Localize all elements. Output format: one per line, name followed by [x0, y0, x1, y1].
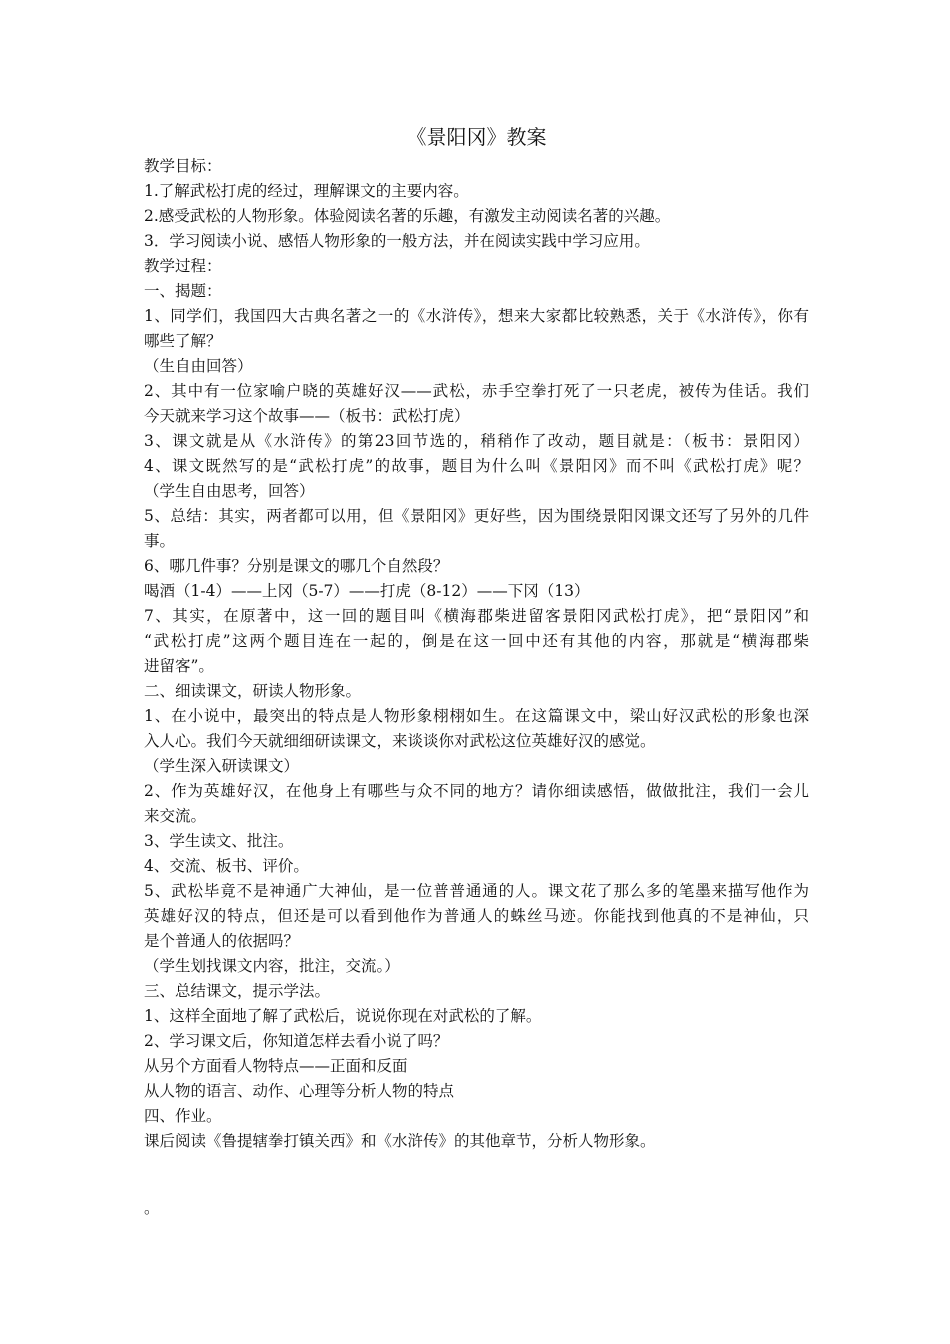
text-line: 2、其中有一位家喻户晓的英雄好汉——武松，赤手空拳打死了一只老虎，被传为佳话。我们 [144, 382, 809, 400]
text-line: 4、课文既然写的是“武松打虎”的故事，题目为什么叫《景阳冈》而不叫《武松打虎》呢？ [144, 457, 809, 475]
text-line: 四、作业。 [144, 1107, 222, 1125]
text-line: 5、武松毕竟不是神通广大神仙，是一位普普通通的人。课文花了那么多的笔墨来描写他作为 [144, 882, 809, 900]
document-title: 《景阳冈》教案 [406, 125, 547, 149]
text-line: （学生自由思考，回答） [144, 482, 315, 500]
text-line: 是个普通人的依据吗？ [144, 932, 300, 950]
text-line: 1.了解武松打虎的经过，理解课文的主要内容。 [144, 182, 469, 200]
text-line: 哪些了解？ [144, 332, 222, 350]
text-line: 进留客”。 [144, 657, 214, 675]
text-line: 3、课文就是从《水浒传》的第23回节选的，稍稍作了改动，题目就是：（板书：景阳冈） [144, 432, 809, 450]
text-line: 喝酒（1-4）——上冈（5-7）——打虎（8-12）——下冈（13） [144, 582, 590, 600]
text-line: 课后阅读《鲁提辖拳打镇关西》和《水浒传》的其他章节，分析人物形象。 [144, 1132, 656, 1150]
text-line: “武松打虎”这两个题目连在一起的，倒是在这一回中还有其他的内容，那就是“横海郡柴 [144, 632, 809, 650]
text-line: 从人物的语言、动作、心理等分析人物的特点 [144, 1082, 455, 1100]
text-line: （学生深入研读课文） [144, 757, 300, 775]
text-line: 教学过程： [144, 257, 222, 275]
text-line: 三、总结课文，提示学法。 [144, 982, 331, 1000]
text-line: 2、作为英雄好汉，在他身上有哪些与众不同的地方？请你细读感悟，做做批注，我们一会儿 [144, 782, 809, 800]
text-line: 3、学生读文、批注。 [144, 832, 294, 850]
text-line: 英雄好汉的特点，但还是可以看到他作为普通人的蛛丝马迹。你能找到他真的不是神仙，只 [144, 907, 809, 925]
trailing-period: 。 [144, 1199, 160, 1217]
text-line: 3．学习阅读小说、感悟人物形象的一般方法，并在阅读实践中学习应用。 [144, 232, 650, 250]
text-line: 6、哪几件事？分别是课文的哪几个自然段？ [144, 557, 449, 575]
text-line: 从另个方面看人物特点——正面和反面 [144, 1057, 408, 1075]
text-line: 1、这样全面地了解了武松后，说说你现在对武松的了解。 [144, 1007, 542, 1025]
text-line: 事。 [144, 532, 176, 550]
text-line: （生自由回答） [144, 357, 253, 375]
text-line: 2.感受武松的人物形象。体验阅读名著的乐趣，有激发主动阅读名著的兴趣。 [144, 207, 671, 225]
text-line: 二、细读课文，研读人物形象。 [144, 682, 362, 700]
text-line: 5、总结：其实，两者都可以用，但《景阳冈》更好些，因为围绕景阳冈课文还写了另外的几件 [144, 507, 809, 525]
text-line: （学生划找课文内容，批注，交流。） [144, 957, 400, 975]
text-line: 1、在小说中，最突出的特点是人物形象栩栩如生。在这篇课文中，梁山好汉武松的形象也深 [144, 707, 809, 725]
text-line: 1、同学们，我国四大古典名著之一的《水浒传》，想来大家都比较熟悉，关于《水浒传》，你有 [144, 307, 809, 325]
text-line: 教学目标： [144, 157, 222, 175]
text-line: 今天就来学习这个故事——（板书：武松打虎） [144, 407, 470, 425]
text-line: 4、交流、板书、评价。 [144, 857, 309, 875]
document-body [144, 154, 809, 1154]
text-line: 2、学习课文后，你知道怎样去看小说了吗？ [144, 1032, 449, 1050]
document-page [144, 120, 809, 1154]
text-line: 入人心。我们今天就细细研读课文，来谈谈你对武松这位英雄好汉的感觉。 [144, 732, 656, 750]
text-line: 来交流。 [144, 807, 207, 825]
text-line: 7、其实，在原著中，这一回的题目叫《横海郡柴进留客景阳冈武松打虎》，把“景阳冈”和 [144, 607, 809, 625]
text-line: 一、揭题： [144, 282, 222, 300]
